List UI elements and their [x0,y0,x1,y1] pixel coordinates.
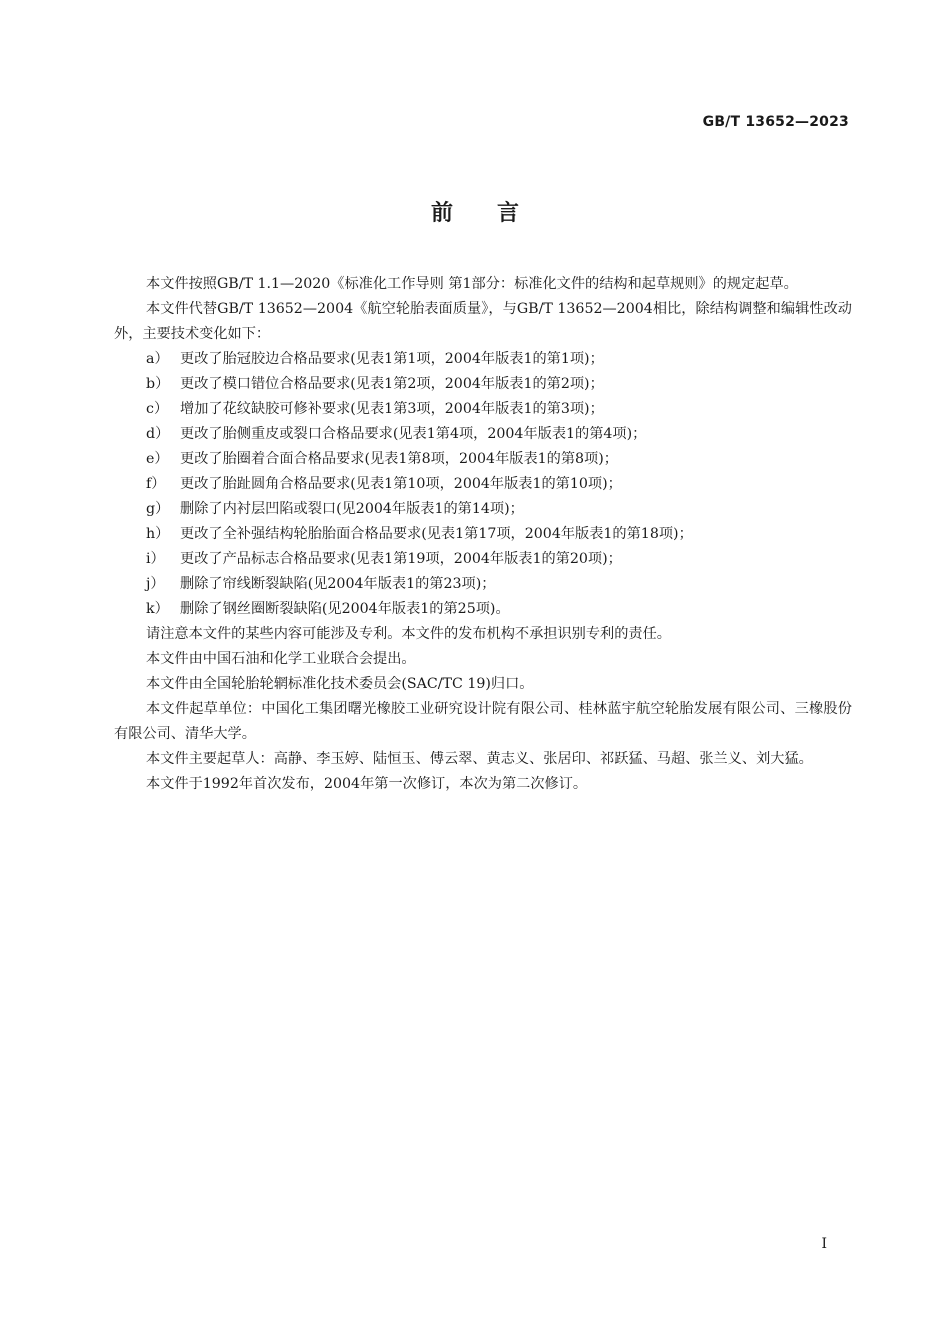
paragraph-proposer: 本文件由中国石油和化学工业联合会提出。 [146,651,416,667]
changes-list [114,347,852,622]
list-marker: g） [146,501,170,517]
list-marker: j） [146,576,165,592]
standard-code: GB/T 13652—2023 [702,114,849,130]
list-item [114,397,852,422]
paragraph-patent-notice: 请注意本文件的某些内容可能涉及专利。本文件的发布机构不承担识别专利的责任。 [146,626,671,642]
paragraph-drafting-rules: 本文件按照GB/T 1.1—2020《标准化工作导则 第1部分：标准化文件的结构和起草规则》的规定起草。 [146,276,798,292]
paragraph-history: 本文件于1992年首次发布，2004年第一次修订，本次为第二次修订。 [146,776,588,792]
list-item [114,572,852,597]
list-item [114,522,852,547]
list-marker: d） [146,426,170,442]
list-item-text: 删除了钢丝圈断裂缺陷(见2004年版表1的第25项)。 [180,601,510,617]
page-title: 前言 [430,201,563,226]
list-item [114,347,852,372]
list-item-text: 更改了产品标志合格品要求(见表1第19项，2004年版表1的第20项)； [180,551,622,567]
list-item-text: 更改了模口错位合格品要求(见表1第2项，2004年版表1的第2项)； [180,376,604,392]
paragraph-drafting-units: 本文件起草单位：中国化工集团曙光橡胶工业研究设计院有限公司、桂林蓝宇航空轮胎发展有限公司、三橡股份有限公司、清华大学。 [114,701,852,742]
list-item [114,597,852,622]
list-marker: h） [146,526,170,542]
list-marker: a） [146,351,169,367]
list-item-text: 更改了全补强结构轮胎胎面合格品要求(见表1第17项，2004年版表1的第18项)； [180,526,693,542]
list-item-text: 更改了胎圈着合面合格品要求(见表1第8项，2004年版表1的第8项)； [180,451,618,467]
paragraph-replacement: 本文件代替GB/T 13652—2004《航空轮胎表面质量》，与GB/T 13652—2004相比，除结构调整和编辑性改动外，主要技术变化如下： [114,301,852,342]
list-item [114,547,852,572]
list-marker: e） [146,451,169,467]
list-item-text: 增加了花纹缺胶可修补要求(见表1第3项，2004年版表1的第3项)； [180,401,604,417]
list-marker: k） [146,601,169,617]
foreword-body [114,272,852,797]
list-item [114,497,852,522]
list-item-text: 更改了胎趾圆角合格品要求(见表1第10项，2004年版表1的第10项)； [180,476,622,492]
page-number: I [821,1236,827,1252]
paragraph-drafters: 本文件主要起草人：高静、李玉婷、陆恒玉、傅云翠、黄志义、张居印、祁跃猛、马超、张兰义、刘大猛。 [146,751,813,767]
list-marker: f） [146,476,166,492]
list-marker: i） [146,551,165,567]
paragraph-committee: 本文件由全国轮胎轮辋标准化技术委员会(SAC/TC 19)归口。 [146,676,534,692]
list-item-text: 更改了胎冠胶边合格品要求(见表1第1项，2004年版表1的第1项)； [180,351,604,367]
list-item-text: 删除了帘线断裂缺陷(见2004年版表1的第23项)； [180,576,496,592]
list-item-text: 删除了内衬层凹陷或裂口(见2004年版表1的第14项)； [180,501,524,517]
list-marker: b） [146,376,170,392]
list-item [114,447,852,472]
list-marker: c） [146,401,169,417]
list-item [114,372,852,397]
list-item-text: 更改了胎侧重皮或裂口合格品要求(见表1第4项，2004年版表1的第4项)； [180,426,647,442]
list-item [114,422,852,447]
list-item [114,472,852,497]
